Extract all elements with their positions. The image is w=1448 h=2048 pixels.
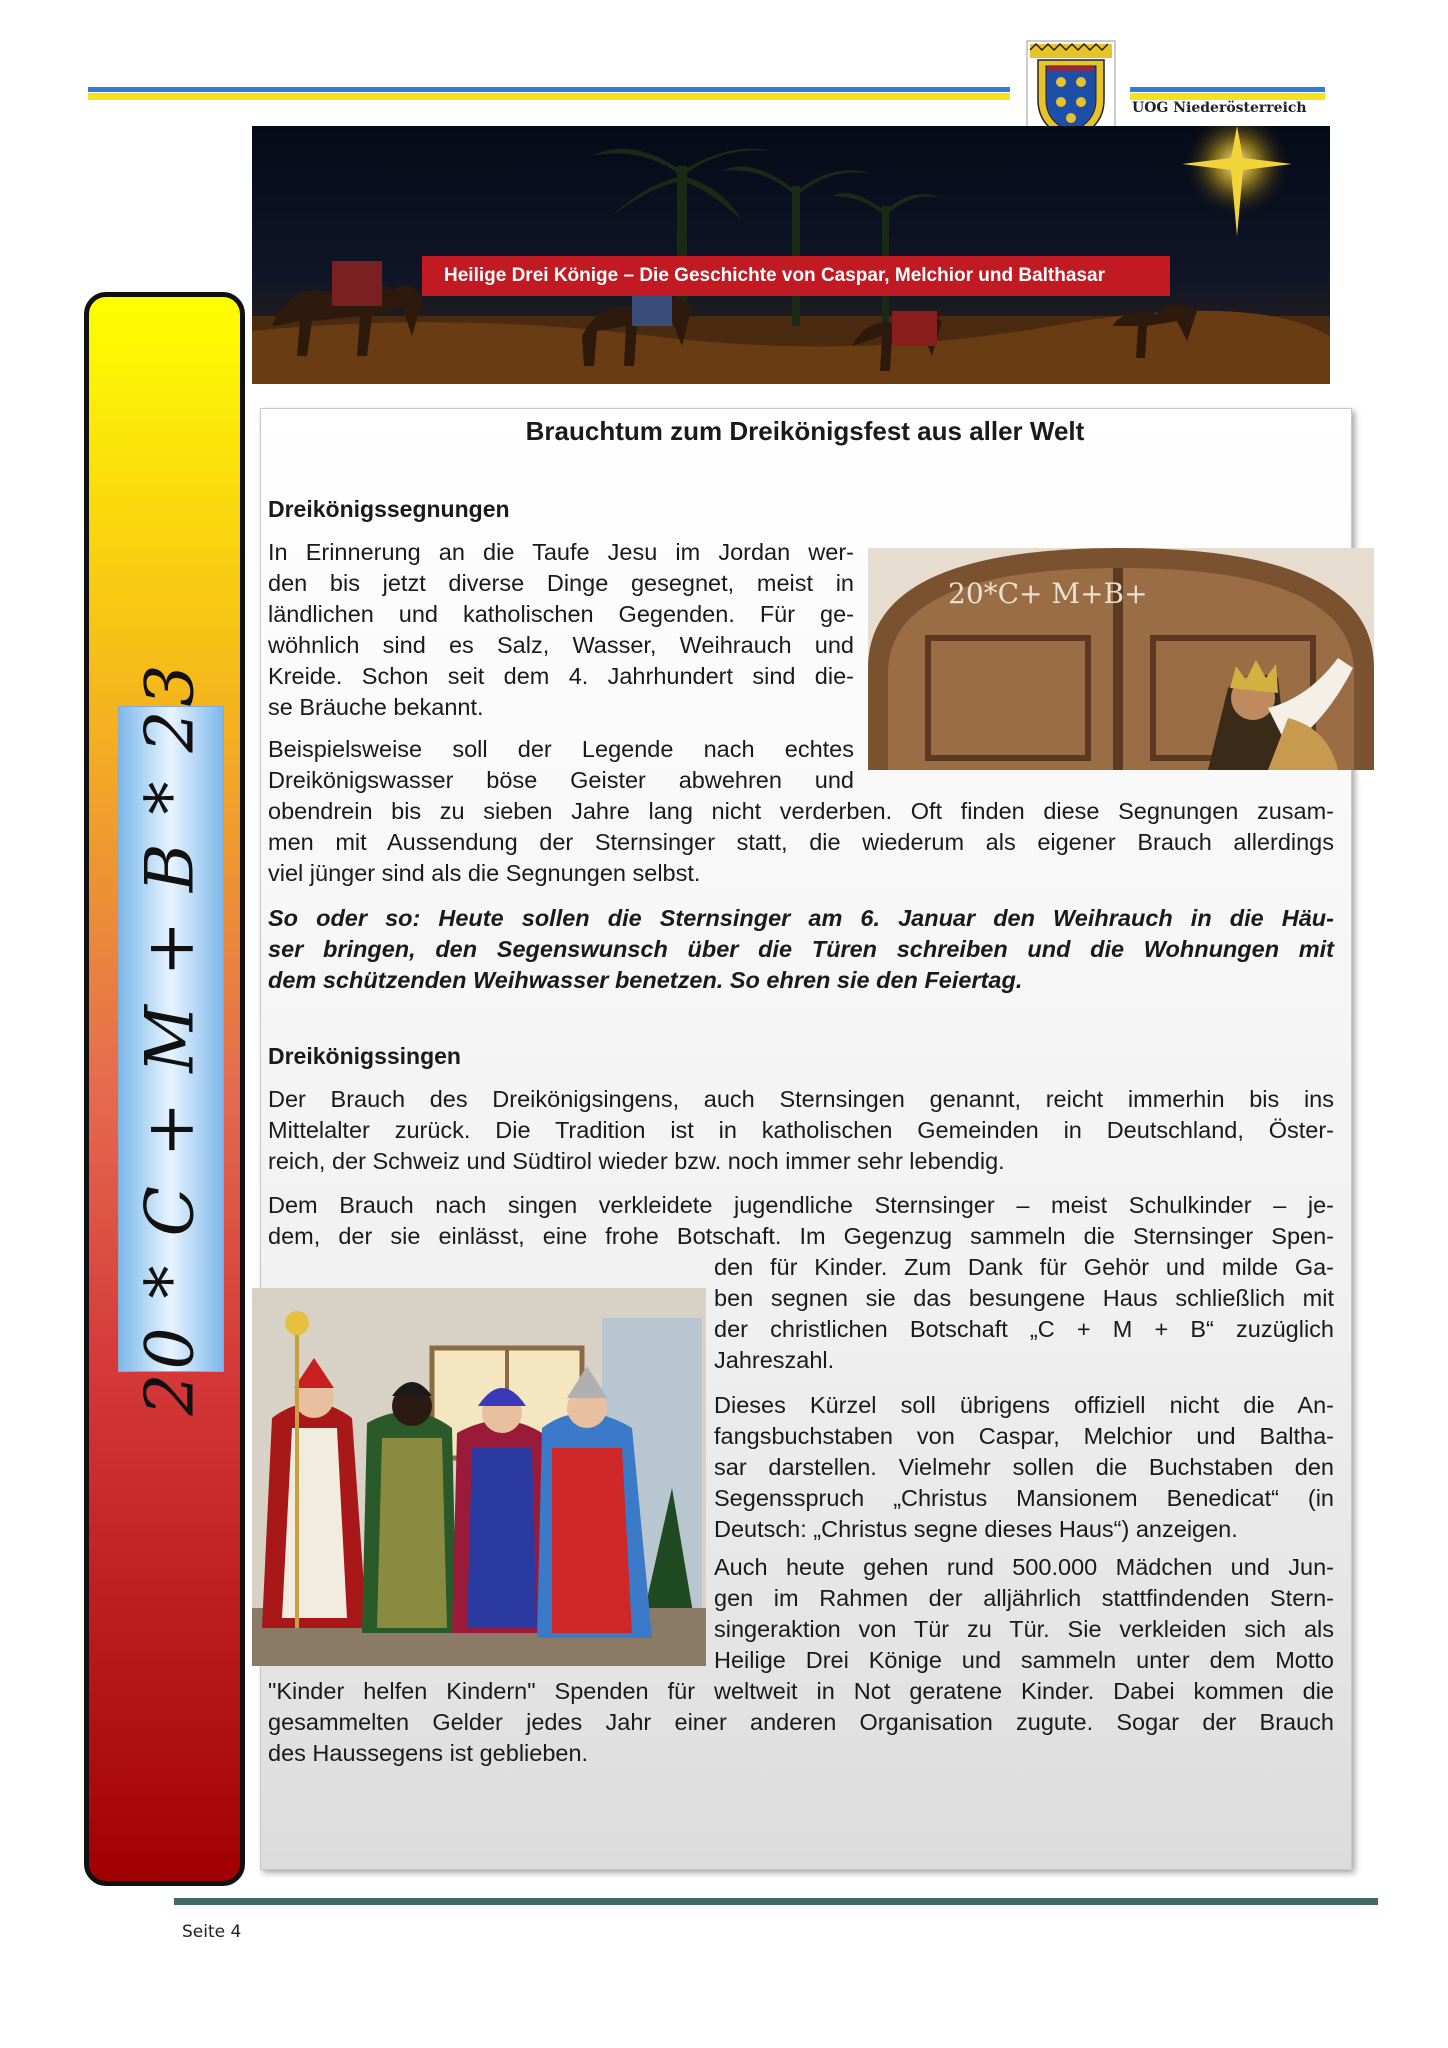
text-line: ser bringen, den Segenswunsch über die Türen schreiben und die Wohnungen mit (268, 936, 1334, 962)
text-line: Mittelalter zurück. Die Tradition ist in katholischen Gemeinden in Deutschland, Öster- (268, 1117, 1334, 1143)
section-heading-segnungen: Dreikönigssegnungen (268, 496, 510, 522)
text-line: Segensspruch „Christus Mansionem Benedicat“ (in (714, 1485, 1334, 1511)
text-line: So oder so: Heute sollen die Sternsinger am 6. Januar den Weihrauch in die Häu- (268, 905, 1334, 931)
text-line: dem, der sie einlässt, eine frohe Botschaft. Im Gegenzug sammeln die Sternsinger Spen- (268, 1223, 1334, 1249)
text-line: sar darstellen. Vielmehr sollen die Buchstaben den (714, 1454, 1334, 1480)
text-line: reich, der Schweiz und Südtirol wieder bzw. noch immer sehr lebendig. (268, 1148, 1005, 1174)
article-title: Brauchtum zum Dreikönigsfest aus aller Welt (525, 416, 1085, 446)
text-line: fangsbuchstaben von Caspar, Melchior und Baltha- (714, 1423, 1334, 1449)
text-line: gesammelten Gelder jedes Jahr einer anderen Organisation zugute. Sogar der Brauch (268, 1709, 1334, 1735)
paragraph-singen-2-side (714, 1252, 1334, 1376)
text-line: Dieses Kürzel soll übrigens offiziell nicht die An- (714, 1392, 1334, 1418)
text-line: wöhnlich sind es Salz, Wasser, Weihrauch und (268, 632, 854, 658)
text-line: Deutsch: „Christus segne dieses Haus“) anzeigen. (714, 1516, 1238, 1542)
text-line: ländlichen und katholischen Gegenden. Für ge- (268, 601, 854, 627)
text-line: Heilige Drei Könige und sammeln unter dem Motto (714, 1647, 1334, 1673)
paragraph-singen-4-side (714, 1552, 1334, 1676)
text-line: "Kinder helfen Kindern" Spenden für weltweit in Not geratene Kinder. Dabei kommen die (268, 1678, 1334, 1704)
paragraph-segnungen-2-side (268, 734, 854, 796)
text-line: viel jünger sind als die Segnungen selbst. (268, 860, 701, 886)
text-line: ben segnen sie das besungene Haus schließlich mit (714, 1285, 1334, 1311)
header-line-yellow (88, 93, 1010, 100)
text-line: Kreide. Schon seit dem 4. Jahrhundert sind die- (268, 663, 854, 689)
page-number: Seite 4 (182, 1922, 242, 1942)
header-line-blue (88, 87, 1010, 92)
paragraph-singen-1 (268, 1084, 1334, 1177)
chalk-inscription: 20*C+ M+B+ (948, 577, 1148, 610)
text-line: Auch heute gehen rund 500.000 Mädchen und Jun- (714, 1554, 1334, 1580)
photo-door-blessing (868, 548, 1374, 770)
text-line: Dreikönigswasser böse Geister abwehren und (268, 767, 854, 793)
section-heading-singen: Dreikönigssingen (268, 1043, 461, 1069)
paragraph-segnungen-3 (268, 903, 1334, 996)
text-line: dem schützenden Weihwasser benetzen. So ehren sie den Feiertag. (268, 967, 1023, 993)
text-line: In Erinnerung an die Taufe Jesu im Jordan wer- (268, 539, 854, 565)
paragraph-singen-2-top (268, 1190, 1334, 1252)
banner-title: Heilige Drei Könige – Die Geschichte von Caspar, Melchior und Balthasar (422, 256, 1170, 296)
footer-divider (174, 1898, 1378, 1905)
text-line: den bis jetzt diverse Dinge gesegnet, meist in (268, 570, 854, 596)
text-line: singeraktion von Tür zu Tür. Sie verkleiden sich als (714, 1616, 1334, 1642)
header-line-blue-right (1130, 87, 1325, 92)
text-line: den für Kinder. Zum Dank für Gehör und milde Ga- (714, 1254, 1334, 1280)
text-line: gen im Rahmen der alljährlich stattfindenden Stern- (714, 1585, 1334, 1611)
text-line: se Bräuche bekannt. (268, 694, 484, 720)
text-line: obendrein bis zu sieben Jahre lang nicht verderben. Oft finden diese Segnungen zusam- (268, 798, 1334, 824)
paragraph-segnungen-1 (268, 537, 854, 723)
photo-sternsinger (252, 1288, 706, 1666)
banner-image (252, 126, 1330, 384)
text-line: Jahreszahl. (714, 1347, 835, 1373)
paragraph-segnungen-2-full (268, 796, 1334, 889)
paragraph-singen-3 (714, 1390, 1334, 1545)
paragraph-singen-4-full (268, 1676, 1334, 1769)
text-line: Beispielsweise soll der Legende nach echtes (268, 736, 854, 762)
org-name: UOG Niederösterreich (1132, 100, 1307, 116)
text-line: Dem Brauch nach singen verkleidete jugendliche Sternsinger – meist Schulkinder – je- (268, 1192, 1334, 1218)
header-line-yellow-right (1130, 93, 1325, 100)
text-line: men mit Aussendung der Sternsinger statt, die wiederum als eigener Brauch allerdings (268, 829, 1334, 855)
text-line: des Haussegens ist geblieben. (268, 1740, 589, 1766)
text-line: der christlichen Botschaft „C + M + B“ zuzüglich (714, 1316, 1334, 1342)
motto-text: 20 * C + M + B * 23 (131, 660, 209, 1416)
text-line: Der Brauch des Dreikönigsingens, auch Sternsingen genannt, reicht immerhin bis ins (268, 1086, 1334, 1112)
